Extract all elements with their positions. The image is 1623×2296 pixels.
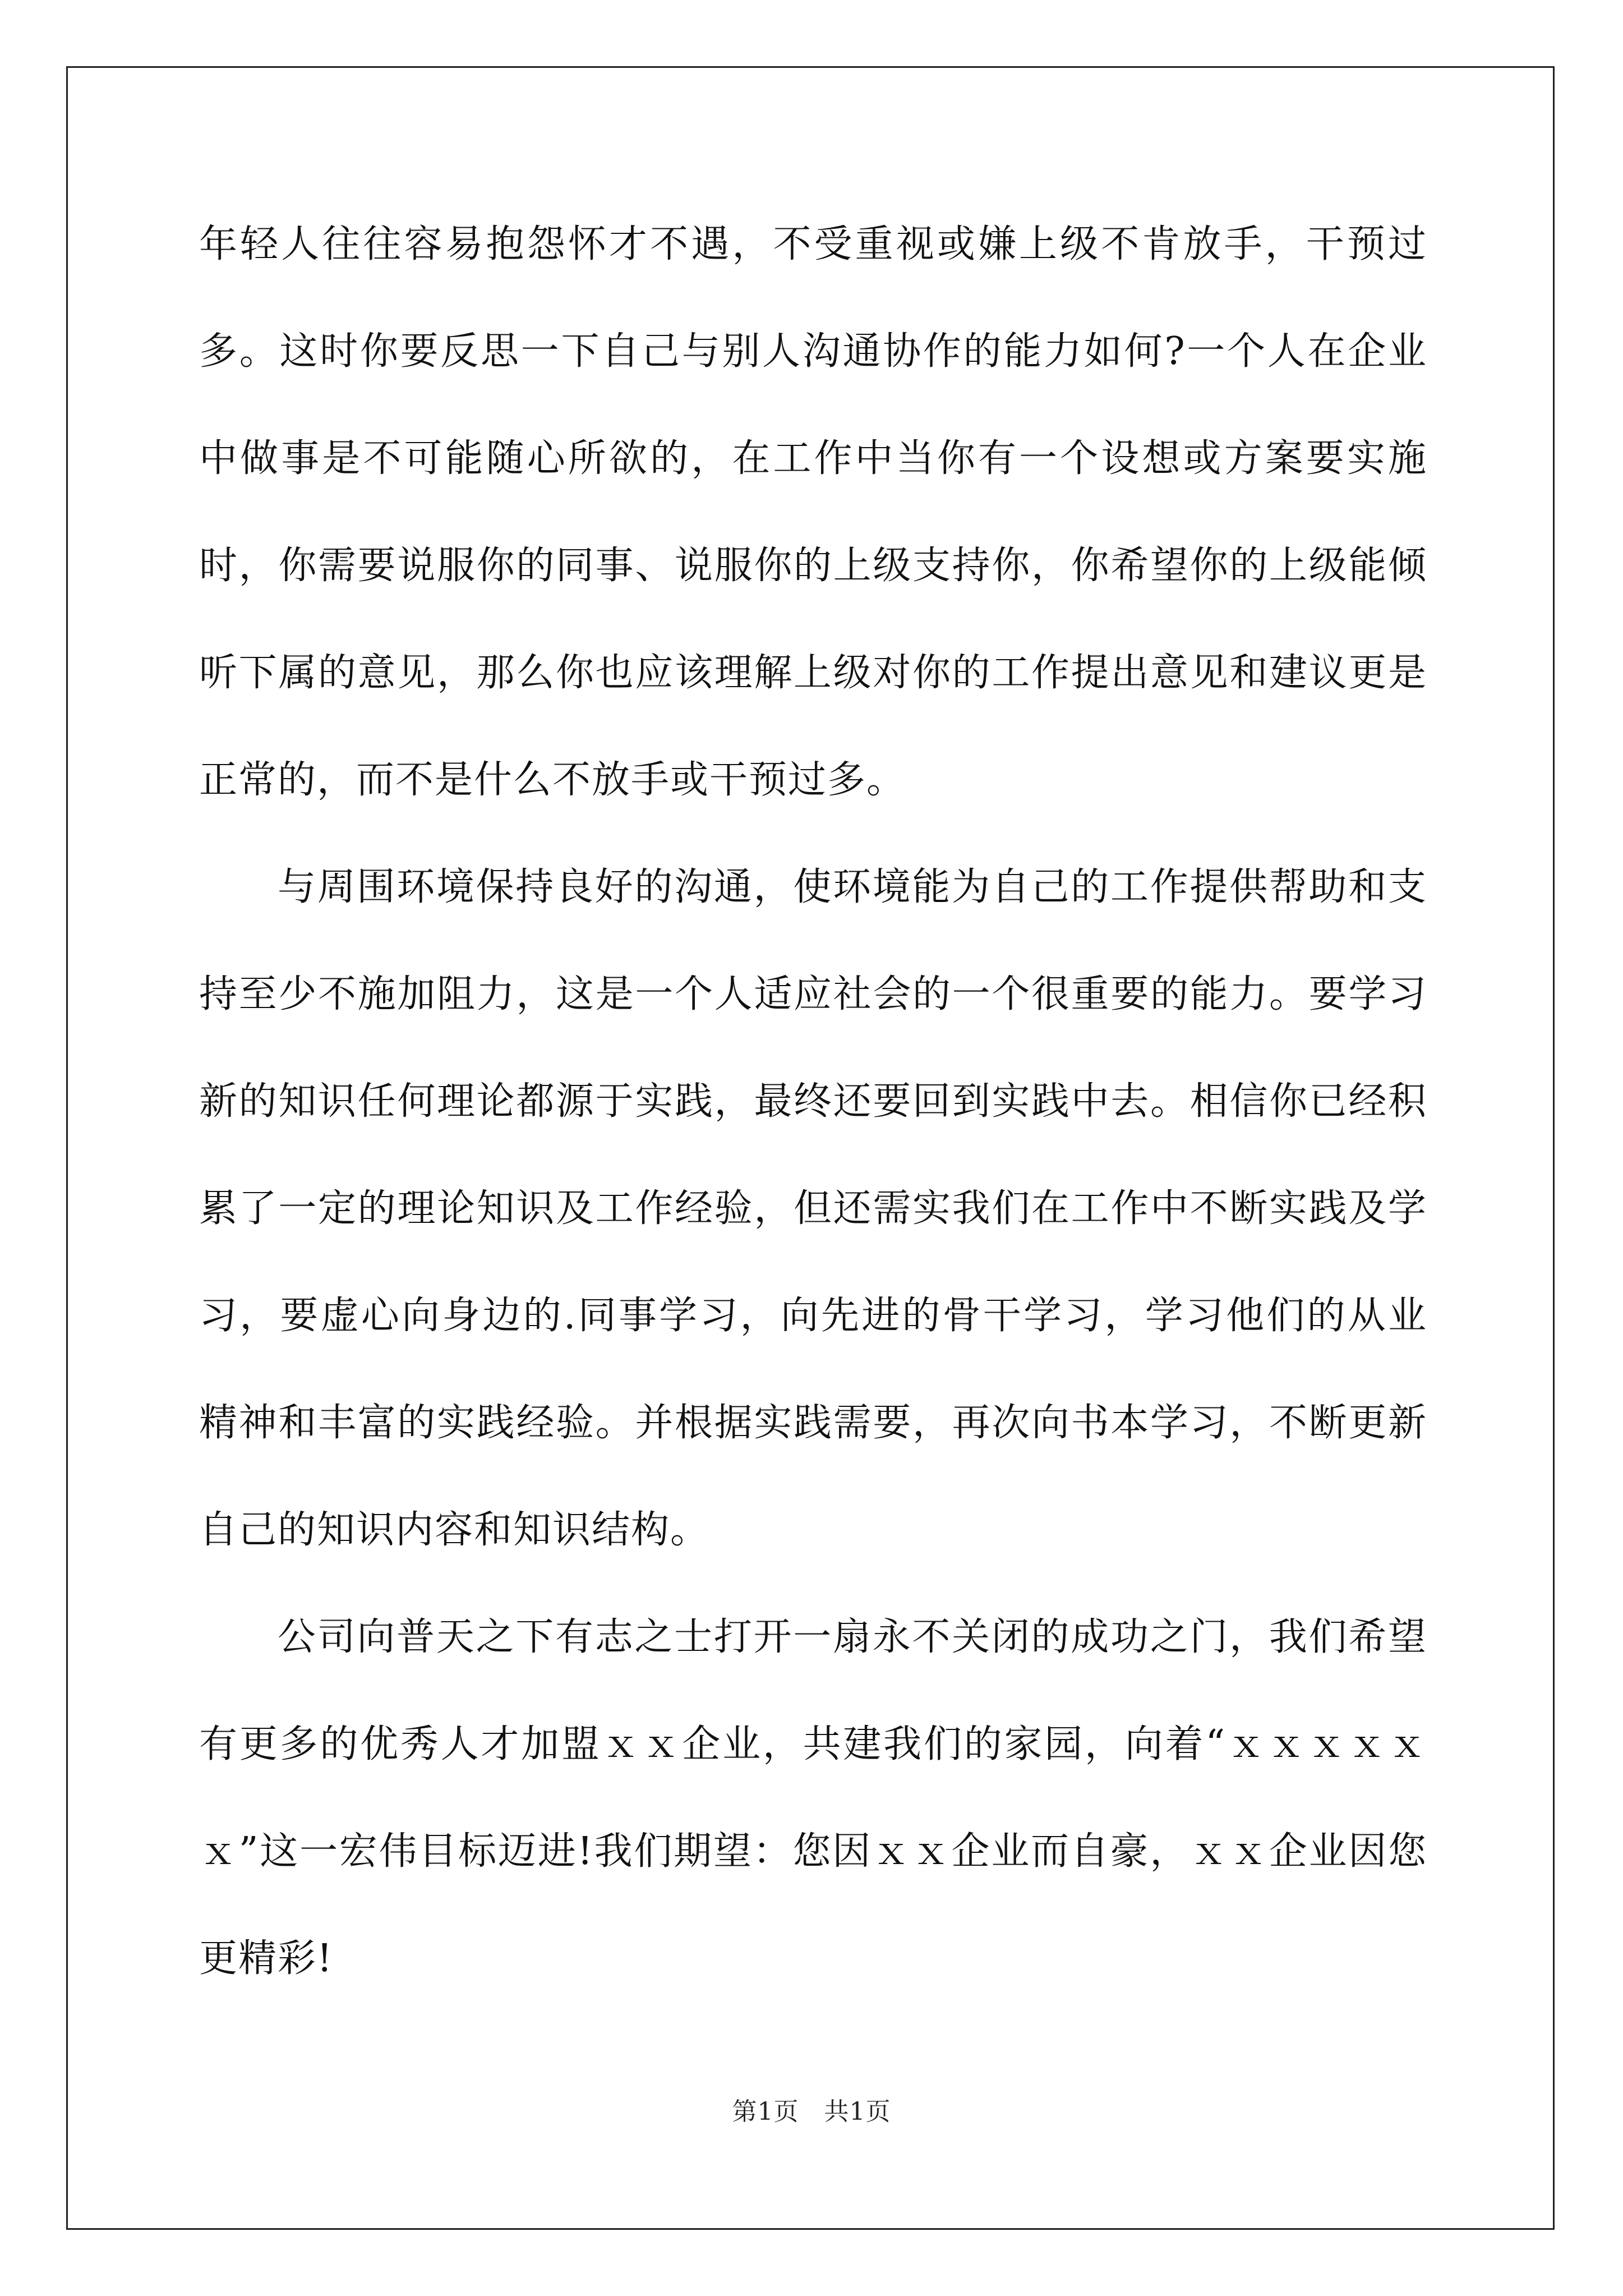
paragraph-2: 与周围环境保持良好的沟通，使环境能为自己的工作提供帮助和支持至少不施加阻力，这是一个人适应社会的一个很重要的能力。要学习新的知识任何理论都源于实践，最终还要回到实践中去。相信你已经积累了一定的理论知识及工作经验，但还需实我们在工作中不断实践及学习，要虚心向身边的.同事学习，向先进的骨干学习，学习他们的从业精神和丰富的实践经验。并根据实践需要，再次向书本学习，不断更新自己的知识内容和知识结构。 (199, 865, 1427, 1552)
paragraph-1: 年轻人往往容易抱怨怀才不遇，不受重视或嫌上级不肯放手，干预过多。这时你要反思一下自己与别人沟通协作的能力如何?一个人在企业中做事是不可能随心所欲的，在工作中当你有一个设想或方案要实施时，你需要说服你的同事、说服你的上级支持你，你希望你的上级能倾听下属的意见，那么你也应该理解上级对你的工作提出意见和建议更是正常的，而不是什么不放手或干预过多。 (199, 222, 1427, 802)
paragraph-3: 公司向普天之下有志之士打开一扇永不关闭的成功之门，我们希望有更多的优秀人才加盟ｘｘ企业，共建我们的家园，向着“ｘｘｘｘｘｘ”这一宏伟目标迈进!我们期望：您因ｘｘ企业而自豪，ｘｘ企业因您更精彩! (199, 1615, 1427, 1981)
document-body (199, 191, 1427, 2012)
page-number-footer: 第1页 共1页 (732, 2097, 891, 2126)
